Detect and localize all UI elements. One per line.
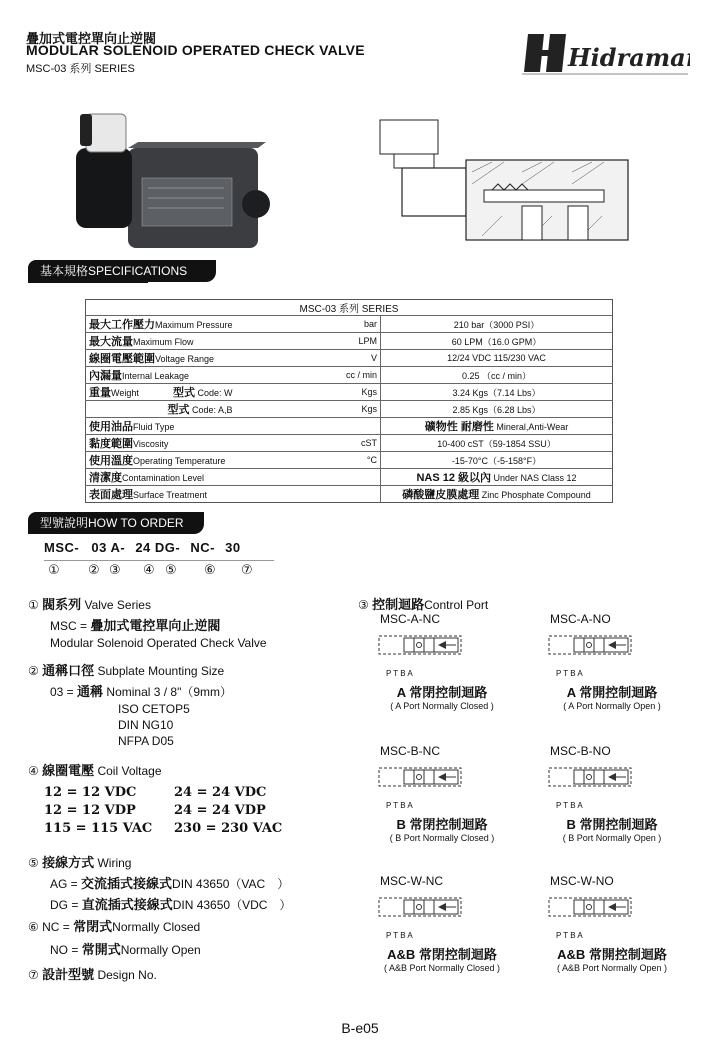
item-mounting-size: ② 通稱口徑 Subplate Mounting Size 03 = 通稱 Nominal 3 / 8"（9mm） ISO CETOP5 DIN NG10 NFPA D05 xyxy=(28,663,233,748)
port-subtitle: ( B Port Normally Open ) xyxy=(562,833,662,843)
port-subtitle: ( A&B Port Normally Open ) xyxy=(556,963,668,973)
item-coil-voltage: ④ 線圈電壓 Coil Voltage 12 = 12 VDC 24 = 24 VDC 12 = 12 VDP 24 = 24 VDP 115 = 115 VAC 230 = 230 VAC xyxy=(28,763,283,836)
spec-row: 最大工作壓力Maximum Pressure bar 210 bar（3000 PSI） xyxy=(86,316,613,333)
control-port-block xyxy=(372,612,512,711)
spec-row: 黏度範圍Viscosity cST 10-400 cST（59-1854 SSU） xyxy=(86,435,613,452)
title-english: MODULAR SOLENOID OPERATED CHECK VALVE xyxy=(26,42,365,58)
port-symbol xyxy=(548,892,682,931)
port-letters: P T B A xyxy=(556,669,583,678)
port-letters: P T B A xyxy=(556,801,583,810)
tab-underline xyxy=(28,282,148,283)
port-subtitle: ( B Port Normally Closed ) xyxy=(389,833,495,843)
item-valve-series: ① 閥系列 Valve Series MSC = 疊加式電控單向止逆閥 Modular Solenoid Operated Check Valve xyxy=(28,597,267,650)
section-drawing xyxy=(372,112,634,247)
port-model: MSC-W-NO xyxy=(550,874,614,888)
port-title: A&B 常開控制迴路 xyxy=(557,947,667,962)
spec-row-weight-ab: 型式 Code: A,B Kgs 2.85 Kgs（6.28 Lbs） xyxy=(86,401,613,418)
spec-row: 使用油品Fluid Type 礦物性 耐磨性 Mineral,Anti-Wear xyxy=(86,418,613,435)
control-port-block xyxy=(372,744,512,843)
port-letters: P T B A xyxy=(386,801,413,810)
port-symbol xyxy=(378,762,512,801)
item-normally: ⑥ NC = 常閉式Normally Closed NO = 常開式Normally Open xyxy=(28,919,201,957)
brand-name: Hidraman xyxy=(568,43,690,72)
how-to-order-tab: 型號說明HOW TO ORDER xyxy=(28,512,204,534)
port-subtitle: ( A Port Normally Closed ) xyxy=(390,701,494,711)
order-code: MSC- 03 A- 24 DG- NC- 30 xyxy=(44,540,241,555)
order-numbers: ① ② ③ ④ ⑤ ⑥ ⑦ xyxy=(48,562,253,577)
port-subtitle: ( A Port Normally Open ) xyxy=(563,701,661,711)
port-letters: P T B A xyxy=(556,931,583,940)
port-model: MSC-B-NO xyxy=(550,744,611,758)
port-model: MSC-A-NC xyxy=(380,612,440,626)
series-label: MSC-03 系列 SERIES xyxy=(26,63,135,75)
port-subtitle: ( A&B Port Normally Closed ) xyxy=(383,963,501,973)
port-letters: P T B A xyxy=(386,669,413,678)
spec-row: 最大流量Maximum Flow LPM 60 LPM（16.0 GPM） xyxy=(86,333,613,350)
control-port-heading: ③ 控制迴路Control Port xyxy=(358,597,489,612)
specifications-table xyxy=(85,299,613,503)
control-port-block xyxy=(372,874,512,973)
port-letters: P T B A xyxy=(386,931,413,940)
spec-row: 清潔度Contamination Level NAS 12 級以內 Under NAS Class 12 xyxy=(86,469,613,486)
port-symbol xyxy=(378,630,512,669)
spec-row: 表面處理Surface Treatment 磷酸鹽皮膜處理 Zinc Phosphate Compound xyxy=(86,486,613,503)
product-photo xyxy=(66,108,276,258)
port-model: MSC-B-NC xyxy=(380,744,440,758)
spec-row: 內漏量Internal Leakage cc / min 0.25 （cc / min） xyxy=(86,367,613,384)
port-symbol xyxy=(378,892,512,931)
page-number: B-e05 xyxy=(341,1020,379,1036)
title-chinese: 疊加式電控單向止逆閥 xyxy=(26,31,157,46)
port-title: A 常閉控制迴路 xyxy=(396,685,488,700)
item-design-no: ⑦ 設計型號 Design No. xyxy=(28,967,157,982)
spec-row: 線圈電壓範圍Voltage Range V 12/24 VDC 115/230 VAC xyxy=(86,350,613,367)
item-wiring: ⑤ 接線方式 Wiring AG = 交流插式接線式DIN 43650（VAC ） DG = 直流插式接線式DIN 43650（VDC ） xyxy=(28,855,292,912)
control-port-block xyxy=(542,744,682,843)
spec-header: MSC-03 系列 SERIES xyxy=(86,300,613,316)
port-title: A&B 常閉控制迴路 xyxy=(387,947,497,962)
port-model: MSC-A-NO xyxy=(550,612,611,626)
port-title: A 常開控制迴路 xyxy=(566,685,658,700)
port-title: B 常閉控制迴路 xyxy=(396,817,488,832)
specifications-tab: 基本規格SPECIFICATIONS xyxy=(28,260,216,282)
brand-logo xyxy=(520,28,690,78)
control-port-block xyxy=(542,612,682,711)
port-model: MSC-W-NC xyxy=(380,874,444,888)
control-port-block xyxy=(542,874,682,973)
spec-row: 使用溫度Operating Temperature °C -15-70°C（-5-158°F） xyxy=(86,452,613,469)
port-symbol xyxy=(548,630,682,669)
port-symbol xyxy=(548,762,682,801)
port-title: B 常開控制迴路 xyxy=(566,817,658,832)
code-underline xyxy=(44,560,274,561)
spec-row-weight-w: 重量Weight 型式 Code: W Kgs 3.24 Kgs（7.14 Lbs） xyxy=(86,384,613,401)
